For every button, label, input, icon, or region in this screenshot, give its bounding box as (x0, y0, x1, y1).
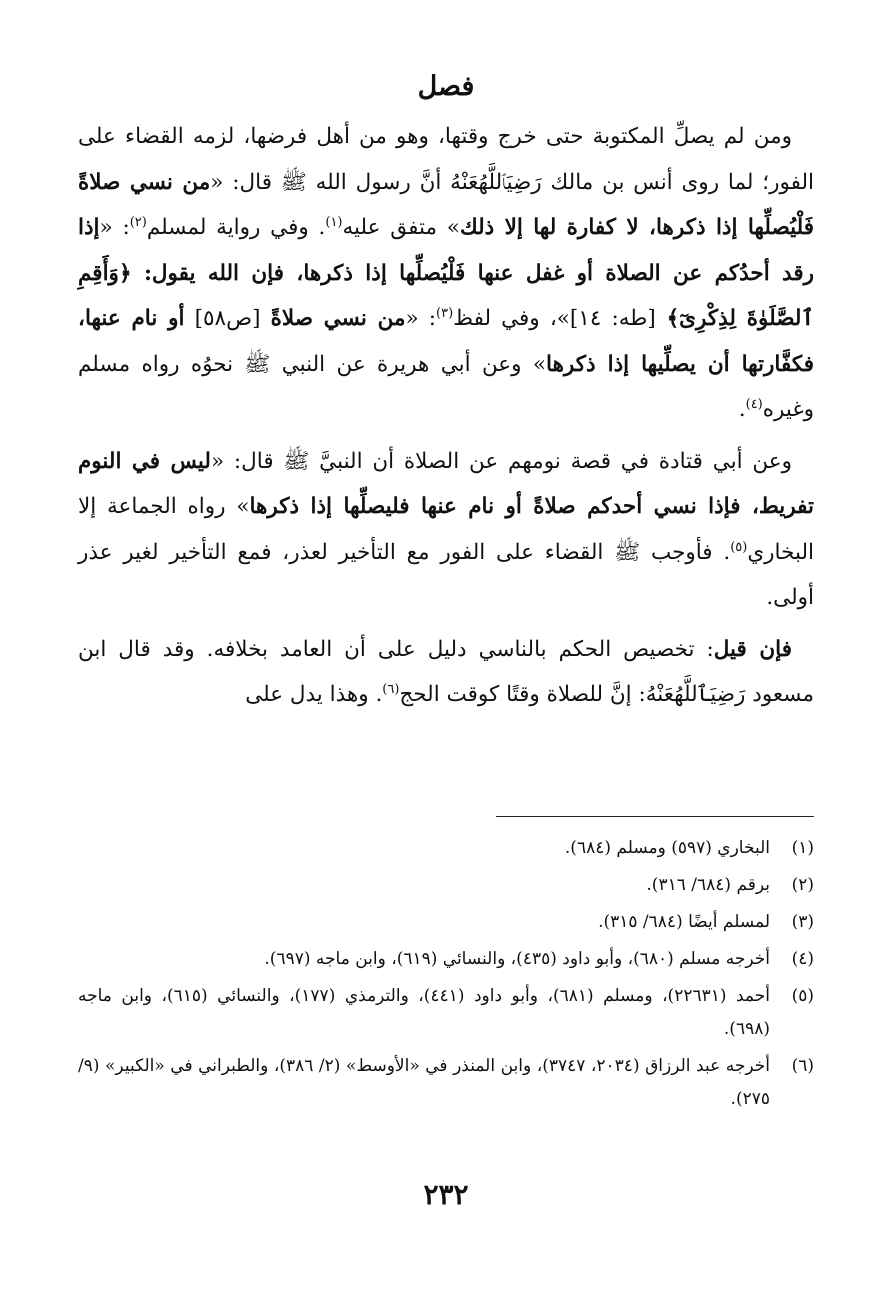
hadith-text: ليس في النوم تفريط، فإذا نسي أحدكم صلاةً أو نام عنها فليصلِّها إذا ذكرها (78, 448, 814, 519)
footnote-text: لمسلم أيضًا (٦٨٤/ ٣١٥). (598, 912, 770, 932)
text-run: . فأوجب ﷺ القضاء على الفور مع التأخير لعذر، فمع التأخير لغير عذر أولى. (78, 539, 814, 610)
paragraph-1 (78, 114, 814, 433)
footnote-1 (78, 832, 814, 865)
text-run: [طه: ١٤]»، وفي لفظ (453, 306, 656, 331)
footnote-ref-1: (١) (325, 215, 343, 230)
footnote-ref-6: (٦) (382, 682, 400, 697)
footnote-ref-3: (٣) (436, 306, 454, 321)
footnote-4 (78, 943, 814, 976)
quran-verse: ﴿وَأَقِمِ ٱلصَّلَوٰةَ لِذِكْرِىٓ﴾ (78, 260, 815, 331)
text-run: » متفق عليه (342, 215, 460, 240)
text-run: . (738, 397, 746, 422)
footnote-text: أخرجه مسلم (٦٨٠)، وأبو داود (٤٣٥)، والنسائي (٦١٩)، وابن ماجه (٦٩٧). (264, 949, 770, 969)
footnote-number: (١) (791, 838, 814, 858)
section-heading: فصل (417, 71, 475, 102)
text-run: : « (405, 306, 437, 331)
text-run: » رواه الجماعة إلا البخاري (78, 494, 814, 565)
hadith-text: إذا رقد أحدُكم عن الصلاة أو غفل عنها فَلْيُصلِّها إذا ذكرها، فإن الله يقول: (78, 215, 815, 286)
text-run: : تخصيص الحكم بالناسي دليل على أن العامد بخلافه. وقد قال ابن مسعود رَضِيَٱللَّهُعَنْهُ: إنَّ للصلاة وقتًا كوقت الحج (78, 636, 814, 707)
hadith-text: أو نام عنها، فكفَّارتها أن يصلِّيها إذا ذكرها (78, 306, 814, 377)
footnote-text: برقم (٦٨٤/ ٣١٦). (646, 875, 770, 895)
footnote-2 (78, 869, 814, 902)
footnote-5 (78, 980, 814, 1046)
text-run: وعن أبي قتادة في قصة نومهم عن الصلاة أن النبيَّ ﷺ قال: « (210, 448, 792, 474)
footnote-text: البخاري (٥٩٧) ومسلم (٦٨٤). (564, 838, 770, 858)
footnote-ref-5: (٥) (730, 539, 748, 555)
hadith-text: من نسي صلاةً فَلْيُصلِّها إذا ذكرها، لا كفارة لها إلا ذلك (78, 169, 814, 240)
text-run: » وعن أبي هريرة عن النبي ﷺ نحوُه رواه مسلم وغيره (78, 351, 814, 422)
footnote-number: (٤) (791, 949, 814, 969)
footnote-6 (78, 1050, 814, 1116)
main-text (78, 60, 814, 724)
footnote-number: (٥) (791, 986, 814, 1006)
page-marker: [ص٥٨] (184, 306, 271, 331)
footnote-3 (78, 906, 814, 939)
objection-label: فإن قيل (713, 636, 792, 662)
footnote-ref-4: (٤) (745, 397, 763, 412)
text-run: . وفي رواية لمسلم (146, 215, 326, 240)
hadith-text: من نسي صلاةً (270, 306, 406, 331)
paragraph-2 (78, 439, 814, 621)
footnotes (78, 832, 814, 1120)
paragraph-3 (78, 627, 814, 718)
footnote-ref-2: (٢) (129, 215, 147, 230)
footnote-divider (496, 816, 814, 817)
footnote-text: أخرجه عبد الرزاق (٢٠٣٤، ٣٧٤٧)، وابن المنذر في «الأوسط» (٢/ ٣٨٦)، والطبراني في «الكبير» (٩/ ٢٧٥). (78, 1056, 770, 1109)
footnote-number: (٣) (791, 912, 814, 932)
footnote-number: (٦) (791, 1056, 814, 1076)
text-run: ومن لم يصلِّ المكتوبة حتى خرج وقتها، وهو من أهل فرضها، لزمه القضاء على الفور؛ لما روى أنس بن مالك رَضِيَٱللَّهُعَنْهُ أنَّ رسول الله ﷺ قال: « (78, 124, 814, 195)
text-run: : « (99, 215, 130, 240)
page-number: ٢٣٢ (423, 1178, 469, 1211)
text-run: . وهذا يدل على (245, 682, 383, 707)
footnote-number: (٢) (791, 875, 814, 895)
footnote-text: أحمد (٢٢٦٣١)، ومسلم (٦٨١)، وأبو داود (٤٤١)، والترمذي (١٧٧)، والنسائي (٦١٥)، وابن ماجه (٦٩٨). (78, 986, 770, 1039)
